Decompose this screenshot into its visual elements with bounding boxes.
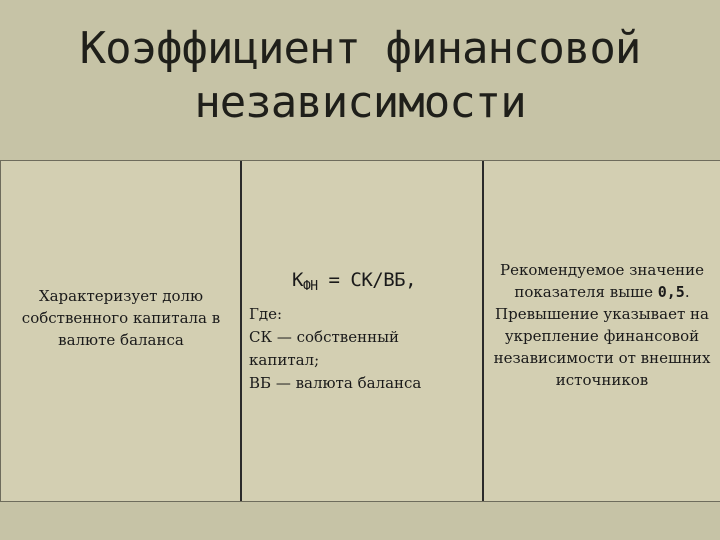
info-table [0, 160, 720, 502]
legend-line-1: СК — собственный [249, 328, 400, 346]
formula [292, 269, 417, 294]
slide-title [0, 22, 720, 130]
recommendation-before: Рекомендуемое значение показателя выше [500, 261, 704, 301]
formula-subscript: ФН [302, 279, 318, 294]
formula-rest: = СК/ВБ, [317, 269, 417, 291]
recommendation-cell [482, 161, 720, 501]
title-line-1: Коэффициент финансовой [79, 23, 641, 74]
description-text: Характеризует долю собственного капитала в валюте баланса [21, 287, 221, 349]
recommendation-text [484, 259, 720, 391]
legend-line-3: ВБ — валюта баланса [249, 374, 422, 392]
recommended-value: 0,5 [657, 283, 685, 301]
legend-line-2: капитал; [249, 351, 320, 369]
formula-legend [249, 303, 477, 395]
description-cell [0, 161, 240, 501]
recommendation-after: . Превышение указывает на укрепление финансовой независимости от внешних источников [493, 283, 711, 389]
formula-cell [240, 161, 482, 501]
formula-k: К [292, 269, 303, 291]
legend-where: Где: [249, 305, 283, 323]
title-line-2: независимости [194, 77, 526, 128]
